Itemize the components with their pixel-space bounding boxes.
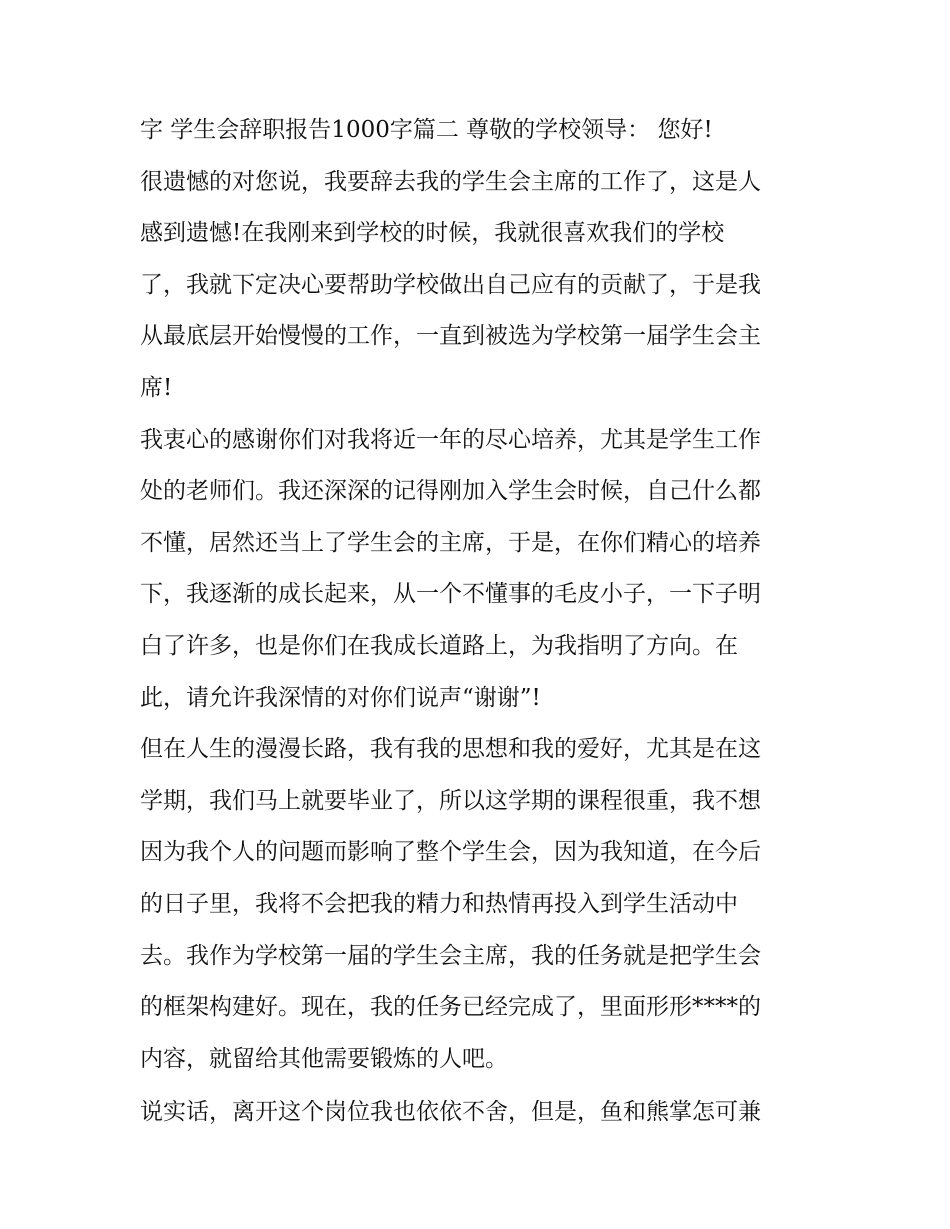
text-line: 很遗憾的对您说，我要辞去我的学生会主席的工作了，这是人 (140, 168, 761, 195)
text-line: 了，我就下定决心要帮助学校做出自己应有的贡献了，于是我 (140, 271, 761, 298)
text-line: 白了许多，也是你们在我成长道路上，为我指明了方向。在 (140, 632, 738, 659)
text-line: 学期，我们马上就要毕业了，所以这学期的课程很重，我不想 (140, 787, 761, 814)
text-line: 下，我逐渐的成长起来，从一个不懂事的毛皮小子，一下子明 (140, 581, 761, 608)
document-body (140, 107, 820, 1141)
text-line: 的日子里，我将不会把我的精力和热情再投入到学生活动中 (140, 890, 738, 917)
text-line: 席! (140, 374, 173, 401)
text-line: 但在人生的漫漫长路，我有我的思想和我的爱好，尤其是在这 (140, 736, 761, 763)
text-line: 说实话，离开这个岗位我也依依不舍，但是，鱼和熊掌怎可兼 (140, 1099, 761, 1126)
text-line: 此，请允许我深情的对你们说声“谢谢”! (140, 684, 541, 711)
text-line: 字 学生会辞职报告1000字篇二 尊敬的学校领导： 您好! (140, 117, 713, 143)
text-line: 的框架构建好。现在，我的任务已经完成了，里面形形****的 (140, 994, 761, 1021)
text-line: 内容，就留给其他需要锻炼的人吧。 (140, 1045, 508, 1072)
text-line: 感到遗憾!在我刚来到学校的时候，我就很喜欢我们的学校 (140, 220, 725, 247)
text-line: 我衷心的感谢你们对我将近一年的尽心培养，尤其是学生工作 (140, 426, 761, 453)
text-line: 从最底层开始慢慢的工作，一直到被选为学校第一届学生会主 (140, 323, 761, 350)
text-line: 去。我作为学校第一届的学生会主席，我的任务就是把学生会 (140, 942, 761, 969)
text-line: 因为我个人的问题而影响了整个学生会，因为我知道，在今后 (140, 839, 761, 866)
text-line: 处的老师们。我还深深的记得刚加入学生会时候，自己什么都 (140, 478, 761, 505)
text-line: 不懂，居然还当上了学生会的主席，于是，在你们精心的培养 (140, 529, 761, 556)
